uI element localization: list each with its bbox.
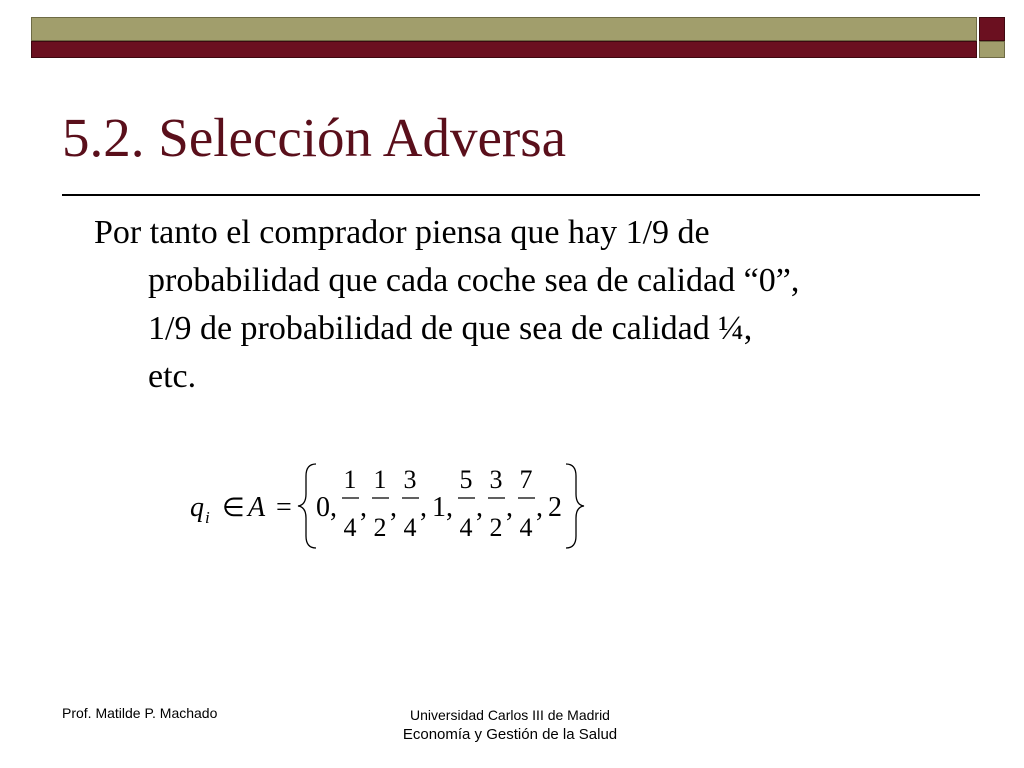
set-separator-comma: , (360, 492, 367, 523)
formula-set-name: A (248, 492, 266, 523)
set-element-integer: 0 (316, 492, 330, 523)
body-line: probabilidad que cada coche sea de calidad “0”, (148, 262, 800, 299)
set-separator-comma: , (446, 492, 453, 523)
fraction-numerator: 7 (519, 465, 533, 494)
fraction-numerator: 1 (343, 465, 357, 494)
footer-author: Prof. Matilde P. Machado (62, 705, 218, 721)
set-element-integer: 1 (432, 492, 446, 523)
fraction-numerator: 1 (373, 465, 387, 494)
fraction-denominator: 2 (489, 513, 503, 542)
fraction-denominator: 4 (343, 513, 357, 542)
header-square-olive (979, 41, 1005, 58)
fraction-denominator: 4 (403, 513, 417, 542)
fraction-denominator: 2 (373, 513, 387, 542)
formula-equals: = (276, 492, 292, 523)
fraction-denominator: 4 (519, 513, 533, 542)
right-brace (566, 464, 584, 548)
title-underline (62, 194, 980, 196)
set-separator-comma: , (390, 492, 397, 523)
fraction-numerator: 5 (459, 465, 473, 494)
left-brace (298, 464, 316, 548)
header-bar-maroon (31, 41, 977, 58)
set-separator-comma: , (536, 492, 543, 523)
set-separator-comma: , (476, 492, 483, 523)
body-line: etc. (148, 358, 197, 395)
footer-university: Universidad Carlos III de Madrid (410, 707, 610, 723)
set-formula (190, 458, 630, 550)
fraction-numerator: 3 (489, 465, 503, 494)
set-separator-comma: , (506, 492, 513, 523)
body-line: 1/9 de probabilidad de que sea de calidad ¼, (148, 310, 753, 347)
formula-variable: q (190, 492, 204, 523)
formula-element-of: ∈ (222, 493, 245, 522)
header-square-maroon (979, 17, 1005, 41)
header-bar-olive (31, 17, 977, 41)
body-paragraph (94, 209, 974, 401)
set-separator-comma: , (330, 492, 337, 523)
slide-title: 5.2. Selección Adversa (62, 107, 567, 168)
body-line: Por tanto el comprador piensa que hay 1/9 de (94, 214, 710, 251)
formula-subscript: i (205, 508, 210, 527)
footer-institution (360, 705, 660, 745)
fraction-denominator: 4 (459, 513, 473, 542)
set-element-integer: 2 (548, 492, 562, 523)
footer-department: Economía y Gestión de la Salud (402, 726, 618, 743)
fraction-numerator: 3 (403, 465, 417, 494)
set-separator-comma: , (420, 492, 427, 523)
